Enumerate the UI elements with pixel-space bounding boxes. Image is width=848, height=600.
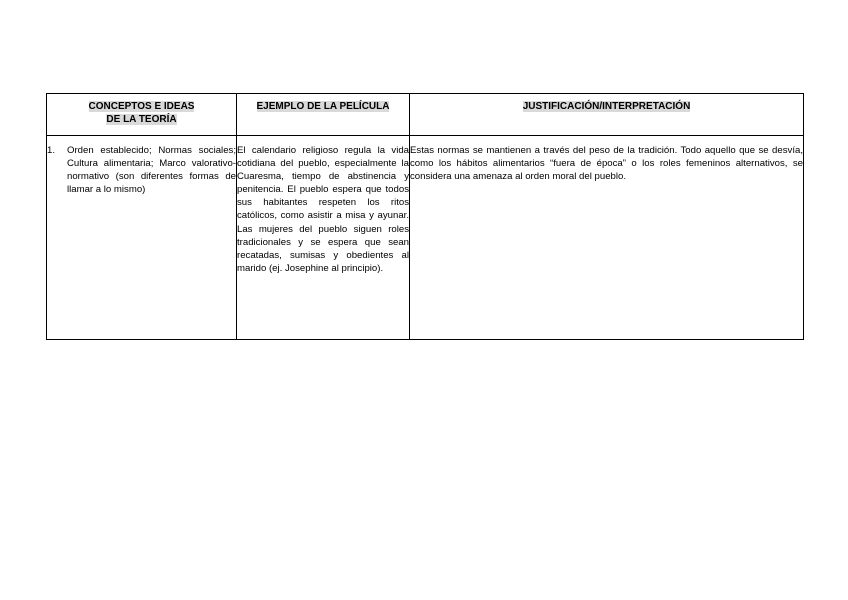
header-example-label: EJEMPLO DE LA PELÍCULA: [256, 101, 390, 112]
cell-justification: [410, 136, 804, 340]
header-justification: [410, 94, 804, 136]
header-concepts-line1: CONCEPTOS E IDEAS: [88, 101, 195, 112]
header-concepts-line2: DE LA TEORÍA: [106, 114, 177, 125]
item-number: 1.: [47, 145, 56, 156]
concepts-text: Orden establecido; Normas sociales; Cultura alimentaria; Marco valorativo-normativo (son diferentes formas de llamar a lo mismo): [67, 145, 236, 196]
cell-concepts: [47, 136, 237, 340]
table-row: [47, 136, 804, 340]
numbered-item: [47, 144, 236, 196]
example-text: El calendario religioso regula la vida cotidiana del pueblo, especialmente la Cuaresma, tiempo de abstinencia y penitencia. El pueblo espera que todos sus habitantes respeten los ritos católicos, como asistir a misa y ayunar. Las mujeres del pueblo siguen roles tradicionales y se espera que sean recatadas, sumisas y obedientes al marido (ej. Josephine al principio).: [237, 145, 409, 274]
header-row: [47, 94, 804, 136]
justification-text: Estas normas se mantienen a través del peso de la tradición. Todo aquello que se desvía, como los hábitos alimentarios “fuera de época” o los roles femeninos alternativos, se considera una amenaza al orden moral del pueblo.: [410, 145, 803, 183]
header-example: [237, 94, 410, 136]
analysis-table: [46, 93, 804, 340]
cell-example: [237, 136, 410, 340]
header-justification-label: JUSTIFICACIÓN/INTERPRETACIÓN: [522, 101, 691, 112]
header-concepts: [47, 94, 237, 136]
